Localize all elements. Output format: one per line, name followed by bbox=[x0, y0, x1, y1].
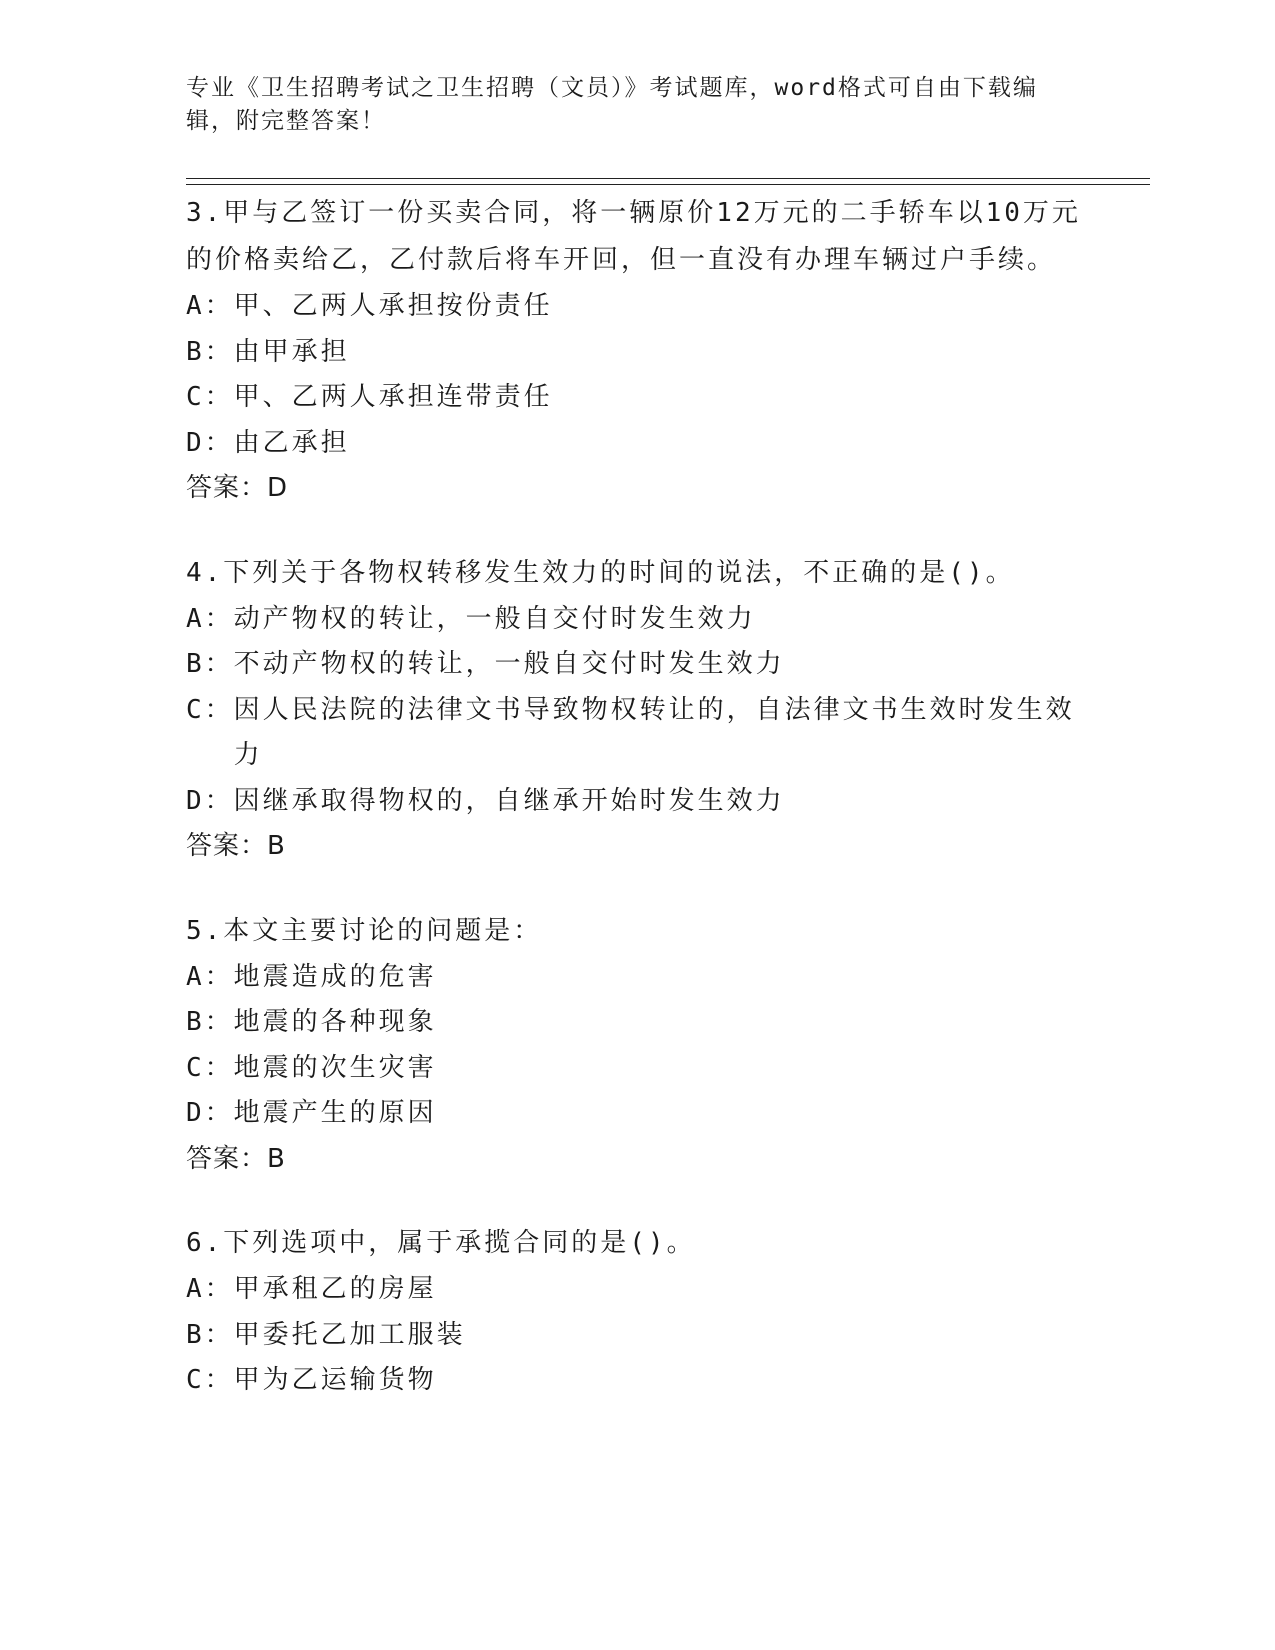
option-text: 甲、乙两人承担连带责任 bbox=[233, 382, 553, 412]
option-text: 因人民法院的法律文书导致物权转让的，自法律文书生效时发生效力 bbox=[233, 694, 1075, 770]
option-text: 地震的各种现象 bbox=[233, 1007, 437, 1037]
option-b bbox=[186, 642, 1086, 688]
option-text: 地震造成的危害 bbox=[233, 961, 437, 992]
option-d bbox=[186, 779, 1086, 825]
option-text: 甲为乙运输货物 bbox=[233, 1365, 437, 1395]
option-key: A： bbox=[186, 1274, 234, 1304]
option-text: 地震的次生灾害 bbox=[233, 1052, 437, 1083]
option-key: C： bbox=[186, 1365, 234, 1395]
option-key: A： bbox=[186, 291, 234, 321]
option-key: C： bbox=[186, 382, 234, 412]
question-3 bbox=[186, 190, 1086, 512]
option-key: D： bbox=[186, 427, 234, 458]
option-text: 动产物权的转让，一般自交付时发生效力 bbox=[233, 603, 756, 634]
document-header: 专业《卫生招聘考试之卫生招聘（文员）》考试题库，word格式可自由下载编辑，附完整答案！ bbox=[186, 75, 1038, 134]
option-text: 地震产生的原因 bbox=[233, 1098, 437, 1128]
option-key: B： bbox=[186, 336, 234, 367]
option-a bbox=[186, 955, 1086, 1001]
question-stem: 6.下列选项中，属于承揽合同的是()。 bbox=[186, 1228, 696, 1258]
option-c bbox=[186, 375, 1086, 421]
option-a bbox=[186, 284, 1086, 330]
option-key: A： bbox=[186, 603, 234, 634]
option-text: 不动产物权的转让，一般自交付时发生效力 bbox=[233, 649, 785, 679]
question-5 bbox=[186, 908, 1086, 1183]
option-text: 甲承租乙的房屋 bbox=[233, 1274, 437, 1304]
question-stem: 4.下列关于各物权转移发生效力的时间的说法，不正确的是()。 bbox=[186, 557, 1015, 588]
option-text: 甲、乙两人承担按份责任 bbox=[233, 291, 553, 321]
option-key: C： bbox=[186, 694, 234, 725]
option-b bbox=[186, 330, 1086, 376]
option-key: B： bbox=[186, 1007, 234, 1037]
answer-label: 答案：B bbox=[186, 1143, 286, 1174]
option-d bbox=[186, 421, 1086, 467]
option-key: C： bbox=[186, 1052, 234, 1083]
option-key: B： bbox=[186, 1319, 234, 1350]
option-key: D： bbox=[186, 1098, 234, 1128]
option-text: 由乙承担 bbox=[233, 427, 350, 458]
question-6 bbox=[186, 1220, 1086, 1404]
question-4 bbox=[186, 550, 1086, 870]
option-text: 因继承取得物权的，自继承开始时发生效力 bbox=[233, 785, 785, 816]
question-stem: 3.甲与乙签订一份买卖合同，将一辆原价12万元的二手轿车以10万元的价格卖给乙，乙付款后将车开回，但一直没有办理车辆过户手续。 bbox=[186, 198, 1081, 275]
option-key: D： bbox=[186, 785, 234, 816]
option-c bbox=[186, 688, 1086, 779]
question-list bbox=[186, 190, 1086, 1442]
option-c bbox=[186, 1046, 1086, 1092]
option-text: 甲委托乙加工服装 bbox=[233, 1319, 466, 1350]
option-b bbox=[186, 1313, 1086, 1359]
question-stem: 5.本文主要讨论的问题是： bbox=[186, 915, 543, 946]
option-b bbox=[186, 1000, 1086, 1046]
answer-label: 答案：D bbox=[186, 473, 289, 503]
option-a bbox=[186, 597, 1086, 643]
option-d bbox=[186, 1091, 1086, 1137]
header-divider-bottom bbox=[186, 184, 1150, 185]
option-key: B： bbox=[186, 649, 234, 679]
option-c bbox=[186, 1358, 1086, 1404]
option-a bbox=[186, 1267, 1086, 1313]
option-text: 由甲承担 bbox=[233, 336, 350, 367]
option-key: A： bbox=[186, 961, 234, 992]
header-divider-top bbox=[186, 178, 1150, 179]
answer-label: 答案：B bbox=[186, 831, 286, 861]
